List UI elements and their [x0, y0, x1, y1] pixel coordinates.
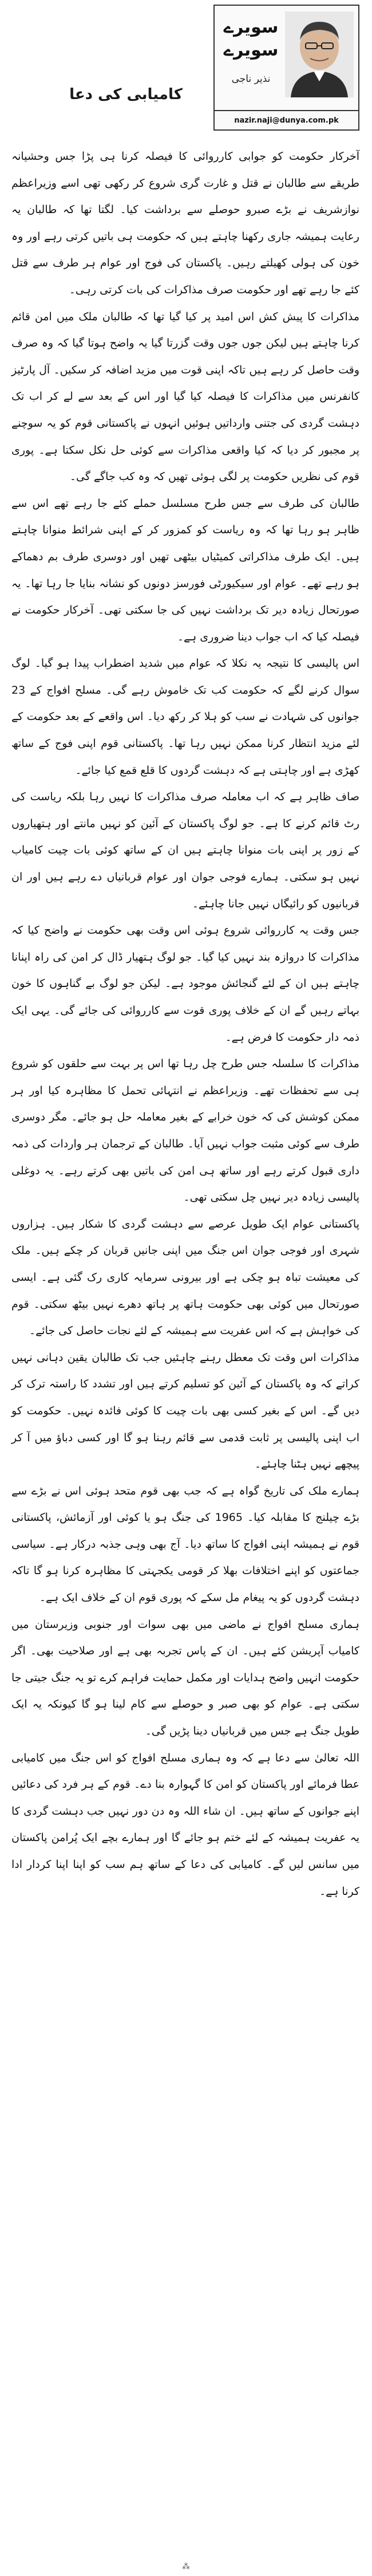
- article-paragraph: مذاکرات اس وقت تک معطل رہنے چاہئیں جب تک طالبان یقین دہانی نہیں کراتے کہ وہ پاکستان کے آئین کو تسلیم کرتے ہیں اور تشدد کا راستہ ترک کر دیں گے۔ اس کے بغیر کسی بھی بات چیت کا کوئی فائدہ نہیں۔ حکومت کو اب اپنی پالیسی پر ثابت قدمی سے قائم رہنا ہو گا اور کسی دباؤ میں آ کر پیچھے نہیں ہٹنا چاہئے۔: [11, 1351, 359, 1471]
- column-header: [11, 0, 359, 143]
- article-paragraph: مذاکرات کا سلسلہ جس طرح چل رہا تھا اس پر بہت سے حلقوں کو شروع ہی سے تحفظات تھے۔ وزیراعظم نے انتہائی تحمل کا مظاہرہ کیا اور ہر ممکن کوشش کی کہ خون خرابے کے بغیر معاملہ حل ہو جائے۔ مگر دوسری طرف سے کوئی مثبت جواب نہیں آیا۔ طالبان کے ترجمان ہر واردات کی ذمہ داری قبول کرتے رہے اور ساتھ ہی امن کی باتیں بھی کرتے رہے۔ یہ دوغلی پالیسی زیادہ دیر نہیں چل سکتی تھی۔: [11, 1057, 359, 1204]
- article-paragraph: جس وقت یہ کارروائی شروع ہوئی اس وقت بھی حکومت نے واضح کیا کہ مذاکرات کا دروازہ بند نہیں کیا گیا۔ جو لوگ ہتھیار ڈال کر امن کی راہ اپنانا چاہتے ہیں ان کے لئے گنجائش موجود ہے۔ لیکن جو لوگ بے گناہوں کا خون بہاتے رہیں گے ان کے خلاف پوری قوت سے کارروائی کی جائے گی۔ یہی ایک ذمہ دار حکومت کا فرض ہے۔: [11, 924, 359, 1044]
- article-paragraph: اللہ تعالیٰ سے دعا ہے کہ وہ ہماری مسلح افواج کو اس جنگ میں کامیابی عطا فرمائے اور پاکستان کو امن کا گہوارہ بنا دے۔ قوم کے ہر فرد کی دعائیں اپنے جوانوں کے ساتھ ہیں۔ ان شاء اللہ وہ دن دور نہیں جب دہشت گردی کا یہ عفریت ہمیشہ کے لئے ختم ہو جائے گا اور ہمارے بچے ایک پُرامن پاکستان میں سانس لیں گے۔ کامیابی کی دعا کے ساتھ ہم سب کو اپنا اپنا کردار ادا کرنا ہے۔: [11, 1751, 359, 1898]
- article-title: کامیابی کی دعا: [69, 86, 183, 103]
- article-paragraph: ہماری مسلح افواج نے ماضی میں بھی سوات اور جنوبی وزیرستان میں کامیاب آپریشن کئے ہیں۔ ان کے پاس تجربہ بھی ہے اور صلاحیت بھی۔ اگر حکومت انہیں واضح ہدایات اور مکمل حمایت فراہم کرے تو یہ جنگ جیتی جا سکتی ہے۔ عوام کو بھی صبر و حوصلے سے کام لینا ہو گا کیونکہ یہ ایک طویل جنگ ہے جس میں قربانیاں دینا پڑیں گی۔: [11, 1618, 359, 1738]
- article-body: [11, 143, 359, 1905]
- author-portrait: [285, 11, 354, 97]
- article-paragraph: پاکستانی عوام ایک طویل عرصے سے دہشت گردی کا شکار ہیں۔ ہزاروں شہری اور فوجی جوان اس جنگ میں اپنی جانیں قربان کر چکے ہیں۔ ملک کی معیشت تباہ ہو چکی ہے اور بیرونی سرمایہ کاری رک گئی ہے۔ ایسی صورتحال میں کوئی بھی حکومت ہاتھ پر ہاتھ دھرے نہیں بیٹھ سکتی۔ قوم کی خواہش ہے کہ اس عفریت سے ہمیشہ کے لئے نجات حاصل کی جائے۔: [11, 1217, 359, 1338]
- article-paragraph: اس پالیسی کا نتیجہ یہ نکلا کہ عوام میں شدید اضطراب پیدا ہو گیا۔ لوگ سوال کرنے لگے کہ حکومت کب تک خاموش رہے گی۔ مسلح افواج کے 23 جوانوں کی شہادت نے سب کو ہلا کر رکھ دیا۔ اس واقعے کے بعد حکومت کے لئے مزید انتظار کرنا ممکن نہیں رہا تھا۔ پاکستانی قوم اپنی فوج کے ساتھ کھڑی ہے اور چاہتی ہے کہ دہشت گردوں کا قلع قمع کیا جائے۔: [11, 657, 359, 777]
- article-paragraph: طالبان کی طرف سے جس طرح مسلسل حملے کئے جا رہے تھے اس سے ظاہر ہو رہا تھا کہ وہ ریاست کو کمزور کر کے اپنی شرائط منوانا چاہتے ہیں۔ ایک طرف مذاکراتی کمیٹیاں بیٹھی تھیں اور دوسری طرف بم دھماکے ہو رہے تھے۔ عوام اور سیکیورٹی فورسز دونوں کو نشانہ بنایا جا رہا تھا۔ یہ صورتحال زیادہ دیر تک برداشت نہیں کی جا سکتی تھی۔ آخرکار حکومت نے فیصلہ کیا کہ اب جواب دینا ضروری ہے۔: [11, 497, 359, 643]
- author-name: نذیر ناجی: [231, 73, 271, 85]
- author-email: nazir.naji@dunya.com.pk: [234, 116, 339, 125]
- masthead-divider: [215, 110, 358, 111]
- article-paragraph: مذاکرات کا پیش کش اس امید پر کیا گیا تھا کہ طالبان ملک میں امن قائم کرنا چاہتے ہیں لیکن جوں جوں وقت گزرتا گیا یہ واضح ہوتا گیا کہ وہ صرف وقت حاصل کر رہے ہیں تاکہ اپنی قوت میں مزید اضافہ کر سکیں۔ آل پارٹیز کانفرنس میں مذاکرات کا فیصلہ کیا گیا اور اس کے بعد سے لے کر اب تک دہشت گردی کی جتنی وارداتیں ہوئیں انہوں نے پاکستانی قوم کو یہ سوچنے پر مجبور کر دیا کہ کیا واقعی مذاکرات سے کوئی حل نکل سکتا ہے۔ پوری قوم کی نظریں حکومت پر لگی ہوئی تھیں کہ وہ کب جاگے گی۔: [11, 310, 359, 483]
- column-masthead: [213, 5, 359, 131]
- column-name: سویرے سویرے: [223, 17, 279, 60]
- article-paragraph: صاف ظاہر ہے کہ اب معاملہ صرف مذاکرات کا نہیں رہا بلکہ ریاست کی رٹ قائم کرنے کا ہے۔ جو لوگ پاکستان کے آئین کو نہیں مانتے اور ہتھیاروں کے زور پر اپنی بات منوانا چاہتے ہیں ان کے ساتھ کوئی بات چیت کامیاب نہیں ہو سکتی۔ ہمارے فوجی جوان اور عوام قربانیاں دے رہے ہیں اور ان قربانیوں کو رائیگاں نہیں جانا چاہئے۔: [11, 791, 359, 910]
- article-paragraph: آخرکار حکومت کو جوابی کارروائی کا فیصلہ کرنا ہی پڑا جس وحشیانہ طریقے سے طالبان نے قتل و غارت گری شروع کر رکھی تھی اسے وزیراعظم نوازشریف نے بڑے صبرو حوصلے سے برداشت کیا۔ لگتا تھا کہ طالبان یہ رعایت ہمیشہ جاری رکھنا چاہتے ہیں کہ حکومت ہی باتیں کرتی رہے اور وہ خون کی ہولی کھیلتے رہیں۔ پاکستان کی فوج اور عوام ہر طرف سے قتل کئے جا رہے تھے اور حکومت صرف مذاکرات کی بات کرتی رہی۔: [11, 150, 359, 296]
- end-of-article-mark: ⁂: [182, 2562, 190, 2571]
- article-paragraph: ہمارے ملک کی تاریخ گواہ ہے کہ جب بھی قوم متحد ہوئی اس نے بڑے سے بڑے چیلنج کا مقابلہ کیا۔ 1965 کی جنگ ہو یا کوئی اور آزمائش، پاکستانی قوم نے ہمیشہ اپنی افواج کا ساتھ دیا۔ آج بھی وہی جذبہ درکار ہے۔ سیاسی جماعتوں کو اپنے اختلافات بھلا کر قومی یکجہتی کا مظاہرہ کرنا ہو گا تاکہ دہشت گردوں کو یہ پیغام مل سکے کہ پوری قوم ان کے خلاف ایک ہے۔: [11, 1484, 359, 1604]
- author-photo-icon: [285, 11, 354, 97]
